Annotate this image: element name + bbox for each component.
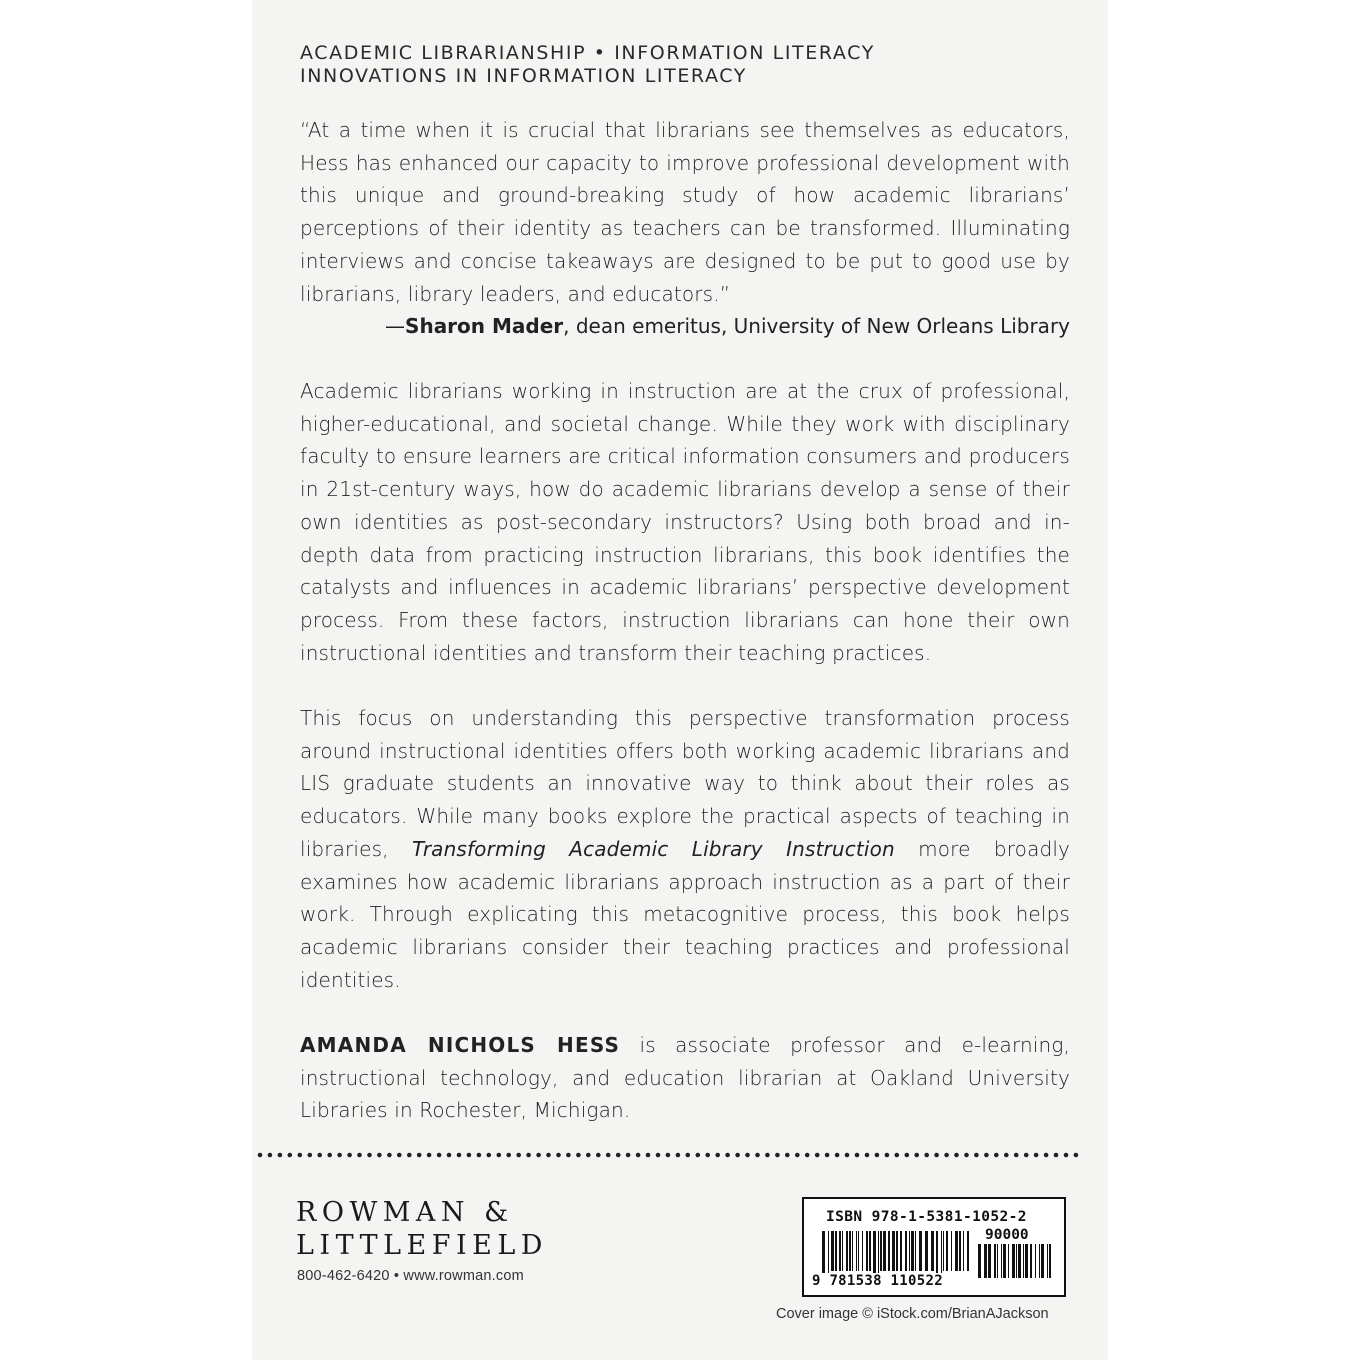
author-name: AMANDA NICHOLS HESS [300, 1033, 621, 1057]
description-paragraph-2 [300, 702, 1070, 996]
addon-barcode-bars [978, 1244, 1054, 1284]
endorser-name: Sharon Mader [405, 314, 564, 338]
isbn-barcode [802, 1197, 1066, 1297]
author-bio [300, 1029, 1070, 1127]
publisher-line-1: ROWMAN & [296, 1197, 514, 1228]
category-line-1: ACADEMIC LIBRARIANSHIP • INFORMATION LITERACY [300, 42, 875, 64]
barcode-bars [822, 1231, 972, 1277]
dotted-divider [256, 1148, 1080, 1162]
endorsement-quote: “At a time when it is crucial that librarians see themselves as educators, Hess has enhanced our capacity to improve professional development with this unique and ground-breaking study of how academic librarians’ perceptions of their identity as teachers can be transformed. Illuminating interviews and concise takeaways are designed to be put to good use by librarians, library leaders, and educators.” [300, 118, 1070, 306]
category-line-2: INNOVATIONS IN INFORMATION LITERACY [300, 65, 747, 87]
isbn-label: ISBN 978-1-5381-1052-2 [826, 1209, 1027, 1225]
book-title: Transforming Academic Library Instruction [412, 836, 895, 861]
description-paragraph-1: Academic librarians working in instruction are at the crux of professional, higher-educational, and societal change. While they work with disciplinary faculty to ensure learners are critical information consumers and producers in 21st-century ways, how do academic librarians develop a sense of their own identities as post-secondary instructors? Using both broad and in-depth data from practicing instruction librarians, this book identifies the catalysts and influences in academic librarians’ perspective development process. From these factors, instruction librarians can hone their own instructional identities and transform their teaching practices. [300, 379, 1070, 665]
isbn-digits: 9 781538 110522 [812, 1273, 943, 1289]
publisher-logo [296, 1196, 548, 1262]
price-code: 90000 [985, 1227, 1029, 1243]
attribution-dash: — [385, 314, 406, 338]
publisher-line-2: LITTLEFIELD [296, 1230, 548, 1261]
author-bio-text: is associate professor and e-learning, instructional technology, and education librarian at Oakland University Libraries in Rochester, Michigan. [300, 1033, 1070, 1123]
category-labels [300, 42, 1070, 88]
paragraph-2-intro: This focus on understanding this perspective transformation process around instructional identities offers both working academic librarians and LIS graduate students an innovative way to think about their roles as educators. While many books explore the practical aspects of teaching in libraries, [300, 706, 1070, 861]
endorser-affiliation: , dean emeritus, University of New Orleans Library [563, 314, 1070, 338]
cover-image-credit: Cover image © iStock.com/BrianAJackson [776, 1306, 1049, 1322]
paragraph-2-outro: more broadly examines how academic librarians approach instruction as a part of their work. Through explicating this metacognitive process, this book helps academic librarians consider their teaching practices and professional identities. [300, 836, 1071, 992]
endorsement-attribution [300, 310, 1070, 343]
publisher-contact: 800-462-6420 • www.rowman.com [297, 1268, 524, 1284]
